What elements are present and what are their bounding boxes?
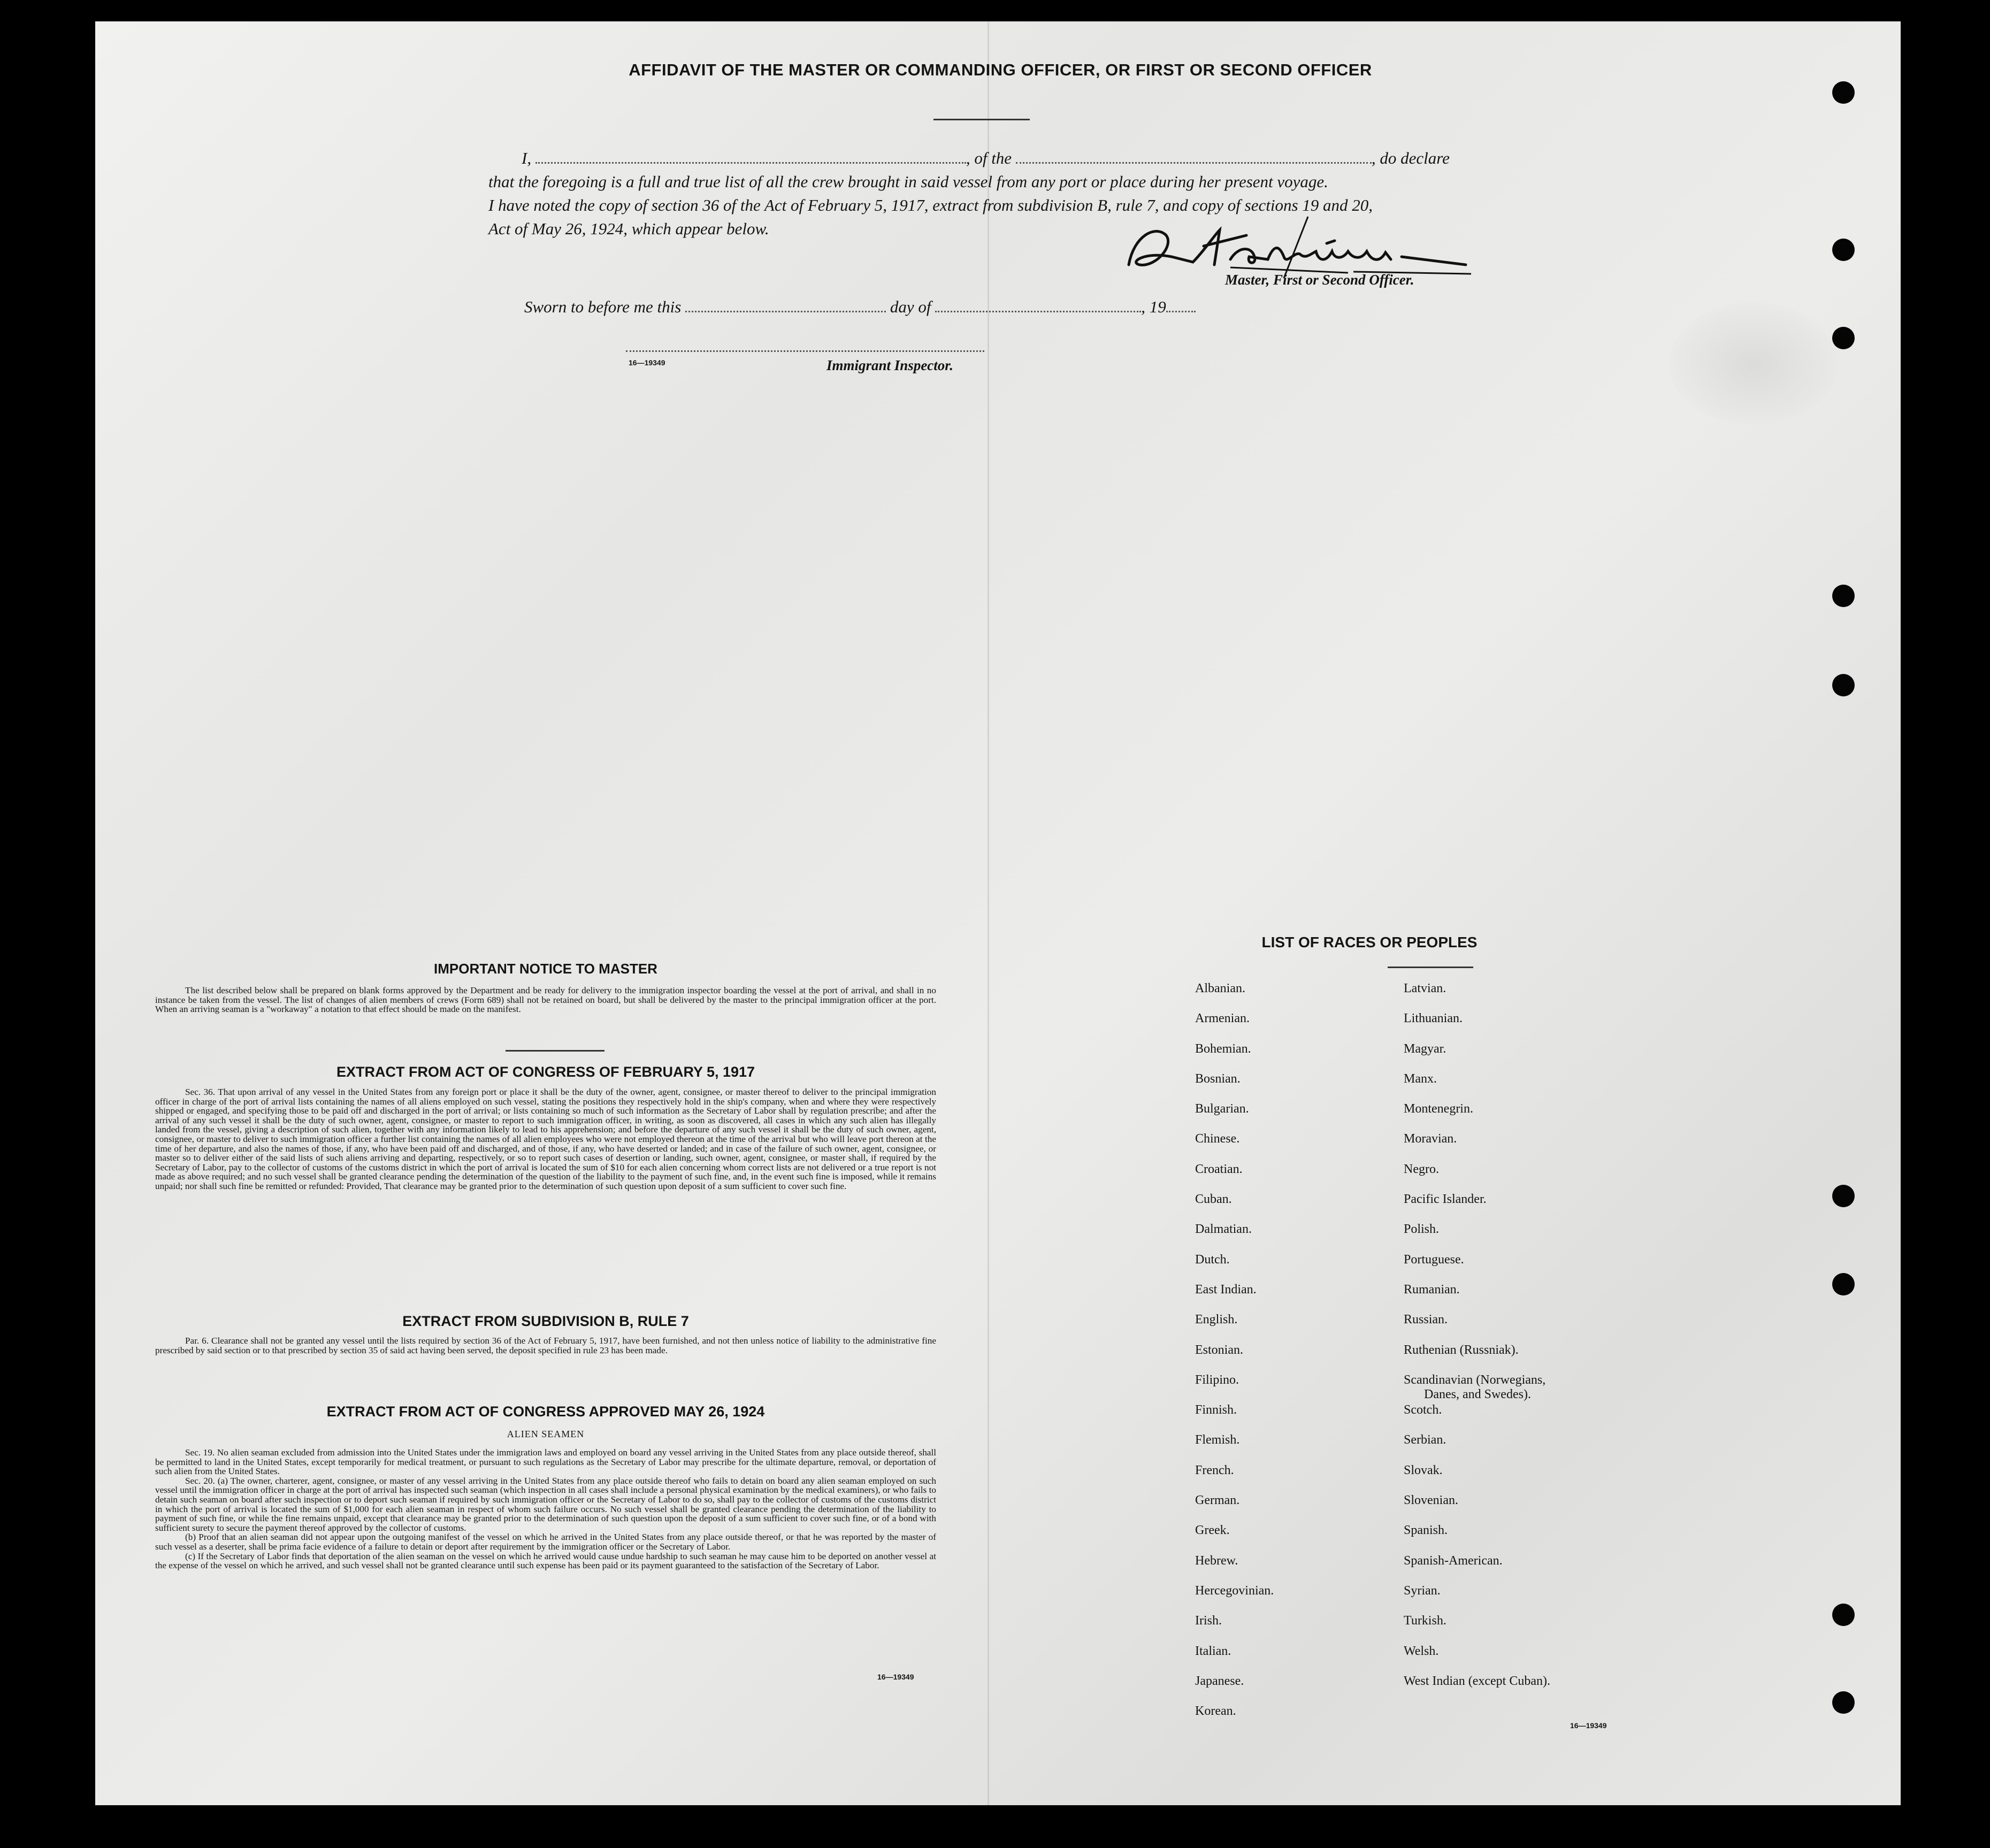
- race-item: Syrian.: [1404, 1583, 1441, 1598]
- binder-hole: [1832, 81, 1855, 104]
- race-item: Filipino.: [1195, 1372, 1239, 1387]
- binder-hole: [1832, 1273, 1855, 1295]
- signature-caption: Master, First or Second Officer.: [1225, 272, 1414, 288]
- race-item: Italian.: [1195, 1644, 1231, 1658]
- binder-hole: [1832, 1604, 1855, 1626]
- embossed-seal: [1669, 302, 1838, 425]
- inspector-caption: Immigrant Inspector.: [826, 357, 954, 373]
- binder-hole: [1832, 674, 1855, 696]
- race-item: Hebrew.: [1195, 1553, 1238, 1568]
- extract-1924-title: EXTRACT FROM ACT OF CONGRESS APPROVED MAY 26, 1924: [326, 1404, 765, 1420]
- race-item: Bosnian.: [1195, 1071, 1241, 1086]
- blank-day: [685, 308, 886, 312]
- race-item: Moravian.: [1404, 1132, 1457, 1146]
- races-right-column: [1404, 981, 1550, 1704]
- fold-line: [988, 21, 989, 1805]
- affidavit-line-2: that the foregoing is a full and true list of all the crew brought in said vessel from any port or place during her present voyage.: [488, 172, 1328, 191]
- race-item: Bohemian.: [1195, 1041, 1251, 1056]
- race-item: Korean.: [1195, 1704, 1236, 1719]
- affidavit-title: AFFIDAVIT OF THE MASTER OR COMMANDING OFFICER, OR FIRST OR SECOND OFFICER: [629, 60, 1372, 79]
- blank-month: [935, 308, 1141, 312]
- subdivision-b-text: [155, 1336, 936, 1355]
- race-item: Estonian.: [1195, 1343, 1243, 1357]
- race-item: Slovak.: [1404, 1463, 1443, 1477]
- race-item: West Indian (except Cuban).: [1404, 1674, 1550, 1688]
- race-item: Spanish.: [1404, 1523, 1448, 1538]
- race-item: Magyar.: [1404, 1041, 1446, 1056]
- race-item: Croatian.: [1195, 1162, 1243, 1176]
- extract-1917-title: EXTRACT FROM ACT OF CONGRESS OF FEBRUARY 5, 1917: [336, 1064, 755, 1080]
- race-item: Scotch.: [1404, 1403, 1442, 1417]
- race-item: French.: [1195, 1463, 1234, 1477]
- section-20a-paragraph: Sec. 20. (a) The owner, charterer, agent, consignee, or master of any vessel arriving in the United States from any place outside thereof who fails to detain on board any alien seaman employed on such vessel until the immigration officer in charge at the port of arrival has inspected such seaman (which inspection in all cases shall include a personal physical examination by the medical examiners), or who fails to detain such seaman on board after such inspection or to deport such seaman if required by such immigration officer or the Secretary of Labor to do so, shall pay to the collector of customs of the customs district in which the port of arrival is located the sum of $1,000 for each alien seaman in respect of whom such failure occurs. No such vessel shall be granted clearance pending the determination of the liability to payment of such fine, or while the fine remains unpaid, except that clearance may be granted prior to the determination of such question upon the deposit of a sum sufficient to cover such fine, or of a bond with sufficient surety to secure the payment thereof approved by the collector of customs.: [155, 1475, 936, 1533]
- blank-year: [1166, 308, 1196, 312]
- affidavit-text: I,: [522, 149, 532, 167]
- extract-1917-text: [155, 1087, 936, 1191]
- form-number: 16—19349: [877, 1673, 914, 1681]
- affidavit-line-1: [522, 149, 1450, 168]
- notice-text: [155, 986, 936, 1014]
- form-number: 16—19349: [1570, 1721, 1607, 1730]
- affidavit-line-3: I have noted the copy of section 36 of the Act of February 5, 1917, extract from subdivision B, rule 7, and copy of sections 19 and 20,: [488, 196, 1373, 214]
- alien-seamen-subtitle: ALIEN SEAMEN: [507, 1429, 585, 1439]
- race-item: Montenegrin.: [1404, 1102, 1473, 1116]
- races-left-column: [1195, 981, 1274, 1734]
- form-number: 16—19349: [629, 358, 665, 367]
- affidavit-text: , of the: [966, 149, 1012, 167]
- race-item: Negro.: [1404, 1162, 1439, 1176]
- race-item: Hercegovinian.: [1195, 1583, 1274, 1598]
- race-item: Greek.: [1195, 1523, 1230, 1538]
- race-item: Scandinavian (Norwegians,: [1404, 1372, 1546, 1387]
- race-item: Russian.: [1404, 1313, 1448, 1327]
- affidavit-text: , do declare: [1371, 149, 1450, 167]
- race-item: German.: [1195, 1493, 1240, 1508]
- subdivision-b-title: EXTRACT FROM SUBDIVISION B, RULE 7: [402, 1313, 689, 1329]
- binder-hole: [1832, 585, 1855, 607]
- inspector-signature-line: [626, 350, 984, 352]
- sworn-line: [524, 297, 1196, 317]
- race-item: East Indian.: [1195, 1282, 1257, 1297]
- race-item: Spanish-American.: [1404, 1553, 1503, 1568]
- race-item: Chinese.: [1195, 1132, 1240, 1146]
- race-item: Flemish.: [1195, 1433, 1240, 1447]
- paragraph-6: Par. 6. Clearance shall not be granted any vessel until the lists required by section 36 of the Act of February 5, 1917, have been furnished, and not then unless notice of liability to the administrative fine prescribed by said section or to that prescribed by section 35 of said act having been served, the deposit specified in rule 23 has been made.: [155, 1336, 936, 1355]
- race-item: Welsh.: [1404, 1644, 1439, 1658]
- binder-hole: [1832, 239, 1855, 261]
- extract-1924-text: [155, 1448, 936, 1570]
- section-20b-paragraph: (b) Proof that an alien seaman did not appear upon the outgoing manifest of the vessel on which he arrived in the United States from any place outside thereof, or that he was reported by the master of such vessel as a deserter, shall be prima facie evidence of a failure to detain or deport after requirement by the immigration officer or the Secretary of Labor.: [155, 1532, 936, 1552]
- race-item: Armenian.: [1195, 1011, 1250, 1026]
- race-item: Bulgarian.: [1195, 1102, 1249, 1116]
- section-20c-paragraph: (c) If the Secretary of Labor finds that deportation of the alien seaman on the vessel on which he arrived would cause undue hardship to such seaman he may cause him to be deported on another vessel at the expense of the vessel on which he arrived, and such vessel shall not be granted clearance until such expense has been paid or its payment guaranteed to the satisfaction of the Secretary of Labor.: [155, 1551, 936, 1571]
- races-title: LIST OF RACES OR PEOPLES: [1261, 934, 1478, 950]
- race-item: Serbian.: [1404, 1433, 1446, 1447]
- section-36-paragraph: Sec. 36. That upon arrival of any vessel in the United States from any foreign port or place it shall be the duty of the owner, agent, consignee, or master thereof to deliver to the principal immigration officer in charge of the port of arrival lists containing the names of all aliens employed on such vessel, stating the positions they respectively hold in the ship's company, when and where they were respectively shipped or engaged, and specifying those to be paid off and discharged in the port of arrival; or lists containing so much of such information as the Secretary of Labor shall by regulation prescribe; and after the arrival of any such vessel it shall be the duty of such owner, agent, consignee, or master to report to such immigration officer, in writing, as soon as discovered, all cases in which any such alien has illegally landed from the vessel, giving a description of such alien, together with any information likely to lead to his apprehension; and before the departure of any such vessel it shall be the duty of such owner, agent, consignee, or master to deliver to such immigration officer a further list containing the names of all alien employees who were not employed thereon at the time of the arrival but who will leave port thereon at the time of her departure, and also the names of those, if any, who have been paid off and discharged, and of those, if any, who have deserted or landed; and in case of the failure of such owner, agent, consignee, or master so to deliver either of the said lists of such aliens arriving and departing, respectively, or so to report such cases of desertion or landing, such owner, agent, consignee, or master shall, if required by the Secretary of Labor, pay to the collector of customs of the customs district in which the port of arrival is located the sum of $10 for each alien concerning whom correct lists are not delivered or a true report is not made as above required; and no such vessel shall be granted clearance pending the determination of the question of the liability to the payment of such fine, and, in the event such fine is imposed, while it remains unpaid; nor shall such fine be remitted or refunded: Provided, That clearance may be granted prior to the determination of such question upon deposit of a sum sufficient to cover such fine.: [155, 1087, 936, 1191]
- race-item: Rumanian.: [1404, 1282, 1460, 1297]
- race-item: Lithuanian.: [1404, 1011, 1463, 1026]
- race-item: Danes, and Swedes).: [1424, 1387, 1531, 1401]
- race-item: Finnish.: [1195, 1403, 1237, 1417]
- blank-name: [535, 159, 966, 164]
- races-rule: [1388, 967, 1473, 968]
- race-item: Turkish.: [1404, 1614, 1446, 1628]
- section-rule: [506, 1050, 604, 1052]
- race-item: Irish.: [1195, 1614, 1222, 1628]
- sworn-text: day of: [890, 297, 931, 316]
- race-item: Ruthenian (Russniak).: [1404, 1343, 1519, 1357]
- race-item: Albanian.: [1195, 981, 1245, 995]
- sworn-text: Sworn to before me this: [524, 297, 682, 316]
- race-item: Cuban.: [1195, 1192, 1232, 1207]
- race-item: Dutch.: [1195, 1252, 1230, 1267]
- notice-title: IMPORTANT NOTICE TO MASTER: [434, 961, 657, 977]
- binder-hole: [1832, 1691, 1855, 1714]
- blank-vessel: [1016, 159, 1372, 164]
- race-item: Portuguese.: [1404, 1252, 1464, 1267]
- sworn-text: , 19: [1141, 297, 1166, 316]
- binder-hole: [1832, 327, 1855, 349]
- race-item: Pacific Islander.: [1404, 1192, 1487, 1207]
- binder-hole: [1832, 1185, 1855, 1207]
- race-item: Slovenian.: [1404, 1493, 1458, 1508]
- section-19-paragraph: Sec. 19. No alien seaman excluded from admission into the United States under the immigration laws and employed on board any vessel arriving in the United States from any place outside thereof, shall be permitted to land in the United States, except temporarily for medical treatment, or pursuant to such regulations as the Secretary of Labor may prescribe for the ultimate departure, removal, or deportation of such alien from the United States.: [155, 1447, 936, 1477]
- race-item: Latvian.: [1404, 981, 1446, 995]
- affidavit-line-4: Act of May 26, 1924, which appear below.: [488, 219, 769, 238]
- race-item: Japanese.: [1195, 1674, 1244, 1688]
- race-item: Dalmatian.: [1195, 1222, 1252, 1237]
- notice-paragraph: The list described below shall be prepared on blank forms approved by the Department and be ready for delivery to the immigration inspector boarding the vessel at the port of arrival, and shall in no instance be taken from the vessel. The list of changes of alien members of crews (Form 689) shall not be retained on board, but shall be delivered by the master to the principal immigration officer at the port. When an arriving seaman is a "workaway" a notation to that effect should be made on the manifest.: [155, 985, 936, 1015]
- race-item: English.: [1195, 1313, 1238, 1327]
- title-rule: [933, 119, 1030, 120]
- race-item: Polish.: [1404, 1222, 1440, 1237]
- race-item: Manx.: [1404, 1071, 1437, 1086]
